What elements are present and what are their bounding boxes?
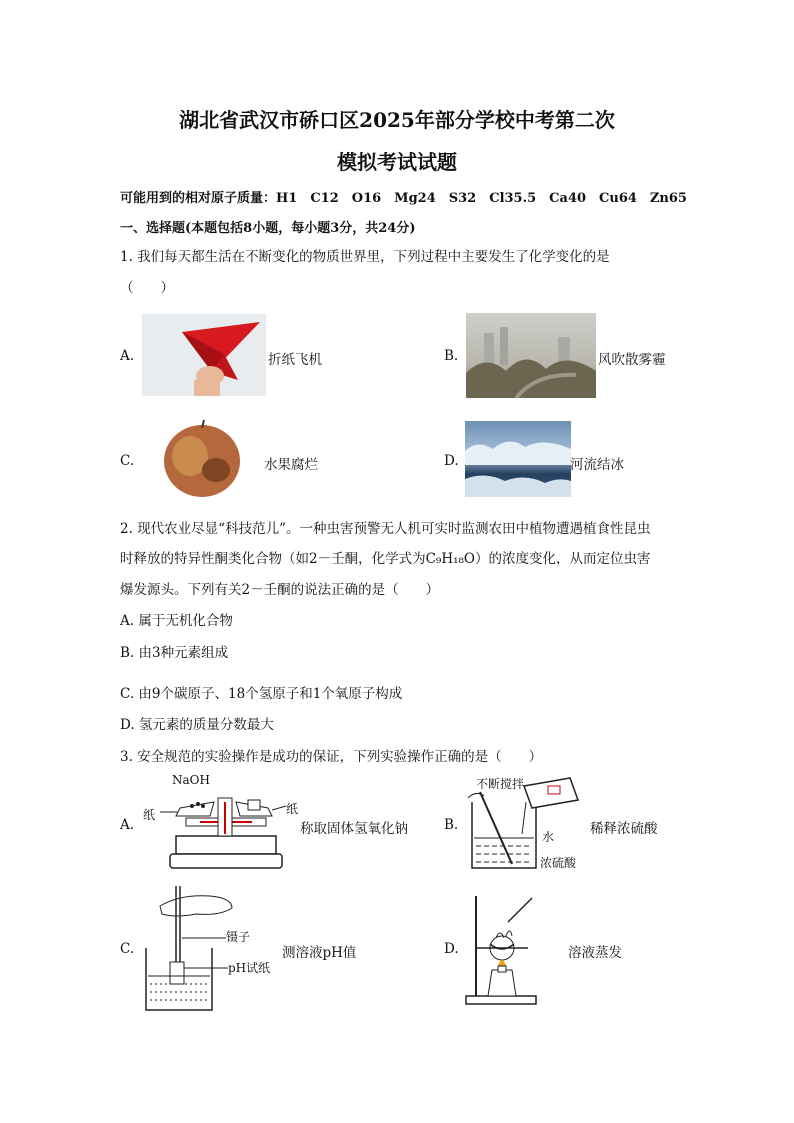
q1-option-c-text: 水果腐烂 (264, 457, 318, 473)
paper-label-left: 纸 (143, 808, 156, 822)
q2-option-c: C. 由9个碳原子、18个氢原子和1个氧原子构成 (120, 686, 403, 702)
q2-option-a: A. 属于无机化合物 (120, 613, 233, 629)
q2-line-3: 爆发源头。下列有关2－壬酮的说法正确的是（ ） (120, 582, 440, 598)
q3-option-a-letter: A. (120, 817, 135, 833)
q3-option-c-text: 测溶液pH值 (282, 945, 357, 961)
q3-option-b-text: 稀释浓硫酸 (590, 821, 658, 837)
q2-line-1: 2. 现代农业尽显“科技范儿”。一种虫害预警无人机可实时监测农田中植物遭遇植食性昆虫 (120, 521, 651, 537)
q3-option-a-text: 称取固体氢氧化钠 (300, 821, 408, 837)
q1-option-d-text: 河流结冰 (570, 457, 624, 473)
stir-label: 不断搅拌 (476, 777, 525, 791)
q1-stem: 1. 我们每天都生活在不断变化的物质世界里，下列过程中主要发生了化学变化的是 (120, 249, 610, 265)
rotten-apple-photo (142, 416, 262, 502)
water-label: 水 (542, 830, 555, 844)
frozen-river-photo (465, 421, 571, 497)
q3-option-d-letter: D. (444, 941, 459, 957)
balance-diagram (140, 772, 300, 872)
q3-option-c-letter: C. (120, 941, 135, 957)
ph-paper-label: pH试纸 (228, 961, 271, 975)
q3-stem: 3. 安全规范的实验操作是成功的保证，下列实验操作正确的是（ ） (120, 749, 543, 765)
q1-option-a-letter: A. (120, 348, 135, 364)
q1-option-c-letter: C. (120, 453, 135, 469)
naoh-label: NaOH (172, 773, 210, 787)
q2-line-2: 时释放的特异性酮类化合物（如2－壬酮，化学式为C₉H₁₈O）的浓度变化，从而定位虫害 (120, 551, 651, 567)
evaporation-diagram (462, 892, 552, 1006)
q2-option-d: D. 氢元素的质量分数最大 (120, 717, 274, 733)
page-subtitle: 模拟考试试题 (337, 150, 457, 174)
atomic-masses: 可能用到的相对原子质量：H1 C12 O16 Mg24 S32 Cl35.5 Ca40 Cu64 Zn65 (120, 191, 687, 206)
q3-option-b-letter: B. (444, 817, 459, 833)
q3-option-d-text: 溶液蒸发 (568, 945, 622, 961)
paper-label-right: 纸 (286, 802, 299, 816)
q2-option-b: B. 由3种元素组成 (120, 645, 229, 661)
page-title: 湖北省武汉市硚口区2025年部分学校中考第二次 (179, 108, 615, 132)
q1-option-d-letter: D. (444, 453, 459, 469)
q1-paren: （ ） (120, 280, 174, 296)
q1-option-a-text: 折纸飞机 (268, 352, 322, 368)
paper-plane-photo (142, 314, 266, 396)
acid-label: 浓硫酸 (540, 856, 577, 870)
q1-option-b-letter: B. (444, 348, 459, 364)
tweezers-label: 镊子 (226, 930, 251, 944)
ph-test-diagram (140, 884, 280, 1014)
section-heading: 一、选择题(本题包括8小题，每小题3分，共24分) (120, 221, 416, 236)
q1-option-b-text: 风吹散雾霾 (598, 352, 666, 368)
haze-photo (466, 313, 596, 398)
